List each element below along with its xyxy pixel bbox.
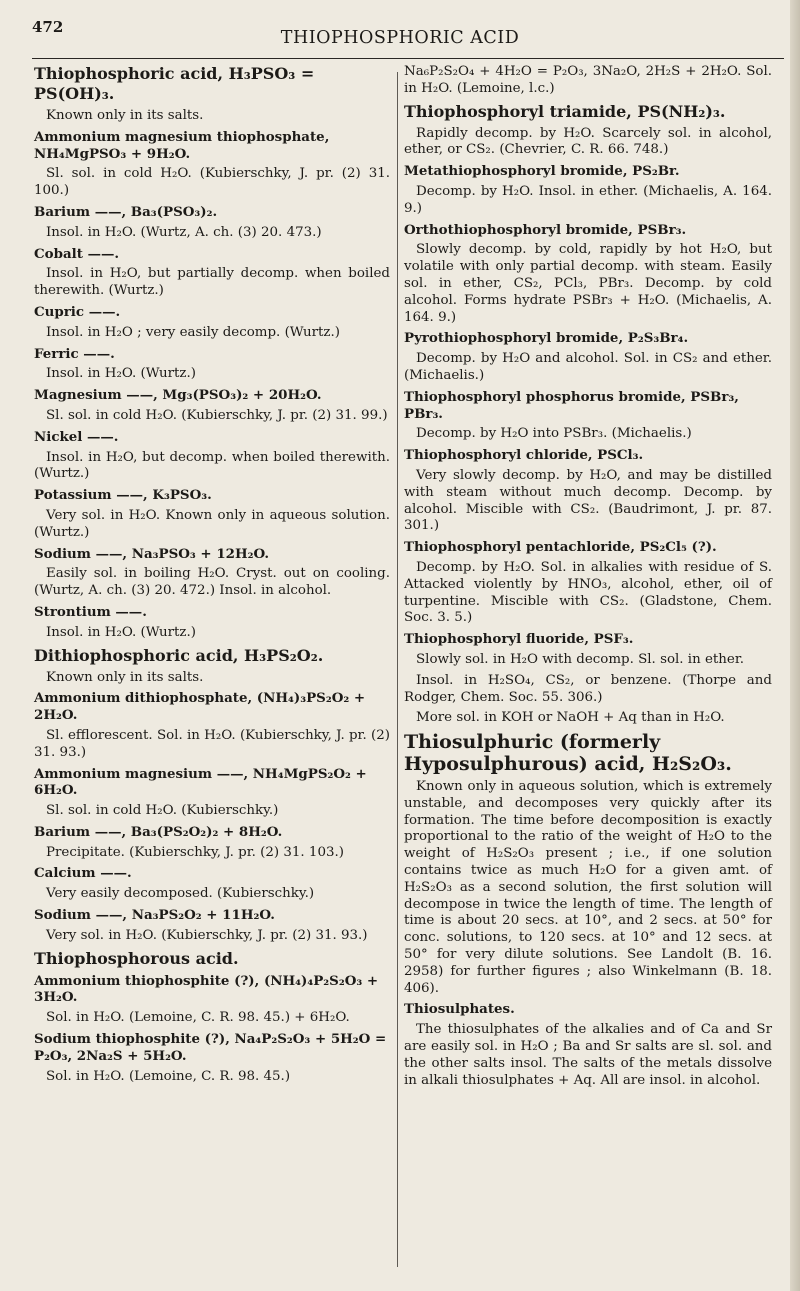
page-number: 472 <box>32 18 64 36</box>
paragraph: Insol. in H₂O. (Wurtz, A. ch. (3) 20. 473.) <box>46 224 322 240</box>
entry-title: Ammonium magnesium ——, NH₄MgPS₂O₂ + 6H₂O. <box>34 765 367 799</box>
paragraph: Sol. in H₂O. (Lemoine, C. R. 98. 45.) <box>46 1068 291 1084</box>
paragraph: Very slowly decomp. by H₂O, and may be distilled with steam without much decomp. Decomp. by alcohol. Miscible with CS₂. (Baudrimont, J. pr. 87. 301.) <box>404 467 772 534</box>
entry-title: Potassium ——, K₃PSO₃. <box>34 487 212 504</box>
paragraph: Known only in its salts. <box>46 669 204 685</box>
paragraph: Na₆P₂S₂O₄ + 4H₂O = P₂O₃, 3Na₂O, 2H₂S + 2H₂O. Sol. in H₂O. (Lemoine, l.c.) <box>404 64 772 96</box>
paragraph: Insol. in H₂O. (Wurtz.) <box>46 366 196 382</box>
paragraph: Known only in aqueous solution, which is extremely unstable, and decomposes very quickly after its formation. The time before decomposition is exactly proportional to the ratio of the weight of H₂O to the weight of H₂S₂O₃ present ; i.e., if one solution contains twice as much H₂O for a given amt. of H₂S₂O₃ as a second solution, the first solution will decompose in twice the length of time. The length of time is about 20 secs. at 10°, and 2 secs. at 50° for conc. solutions, to 120 secs. at 10° and 12 secs. at 50° for very dilute solutions. See Landolt (B. 16. 2958) for further figures ; also Winkelmann (B. 18. 406). <box>404 779 772 996</box>
entry-title: Calcium ——. <box>34 865 132 882</box>
entry-title: Thiophosphoryl chloride, PSCl₃. <box>404 447 644 464</box>
paragraph: Sl. efflorescent. Sol. in H₂O. (Kubierschky, J. pr. (2) 31. 93.) <box>34 727 390 760</box>
entry-title: Barium ——, Ba₃(PS₂O₂)₂ + 8H₂O. <box>34 823 283 840</box>
section-heading: Dithiophosphoric acid, H₃PS₂O₂. <box>34 645 324 665</box>
paragraph: Sl. sol. in cold H₂O. (Kubierschky, J. pr. (2) 31. 100.) <box>34 166 390 199</box>
paragraph: Decomp. by H₂O. Sol. in alkalies with residue of S. Attacked violently by HNO₃, alcohol, ether, oil of turpentine. Miscible with CS₂. (Gladstone, Chem. Soc. 3. 5.) <box>404 559 772 626</box>
entry-title: Pyrothiophosphoryl bromide, P₂S₃Br₄. <box>404 330 689 347</box>
running-head: THIOPHOSPHORIC ACID <box>280 28 520 48</box>
paragraph: Sl. sol. in cold H₂O. (Kubierschky, J. pr. (2) 31. 99.) <box>46 407 388 423</box>
entry-title: Cupric ——. <box>34 303 121 320</box>
entry-title: Ammonium magnesium thiophosphate, NH₄MgPSO₃ + 9H₂O. <box>34 128 330 162</box>
entry-title: Thiophosphoryl fluoride, PSF₃. <box>404 631 634 648</box>
column-divider <box>397 72 398 1267</box>
entry-title: Sodium ——, Na₃PS₂O₂ + 11H₂O. <box>34 907 275 924</box>
paragraph: Very sol. in H₂O. (Kubierschky, J. pr. (2) 31. 93.) <box>46 927 368 943</box>
right-column <box>404 64 772 1093</box>
section-heading: Thiophosphoryl triamide, PS(NH₂)₃. <box>404 101 726 121</box>
paragraph: More sol. in KOH or NaOH + Aq than in H₂O. <box>416 710 725 726</box>
paragraph: Decomp. by H₂O and alcohol. Sol. in CS₂ and ether. (Michaelis.) <box>404 351 772 383</box>
paragraph: Precipitate. (Kubierschky, J. pr. (2) 31. 103.) <box>46 844 344 860</box>
paragraph: Slowly sol. in H₂O with decomp. Sl. sol. in ether. <box>416 651 745 667</box>
paragraph: Decomp. by H₂O into PSBr₃. (Michaelis.) <box>416 426 692 442</box>
entry-title: Cobalt ——. <box>34 245 120 262</box>
entry-title: Thiophosphoryl pentachloride, PS₂Cl₅ (?). <box>404 539 717 556</box>
entry-title: Nickel ——. <box>34 428 119 445</box>
paragraph: Sol. in H₂O. (Lemoine, C. R. 98. 45.) + 6H₂O. <box>46 1010 350 1026</box>
entry-title: Magnesium ——, Mg₃(PSO₃)₂ + 20H₂O. <box>34 387 322 404</box>
entry-title: Barium ——, Ba₃(PSO₃)₂. <box>34 203 218 220</box>
section-heading: Thiophosphoric acid, H₃PSO₃ = PS(OH)₃. <box>34 64 315 103</box>
entry-title: Thiosulphates. <box>404 1001 515 1018</box>
header-rule <box>32 58 784 59</box>
entry-title: Ferric ——. <box>34 345 115 362</box>
paragraph: Insol. in H₂O, but decomp. when boiled therewith. (Wurtz.) <box>34 449 390 482</box>
section-heading: Thiosulphuric (formerly Hyposulphurous) acid, H₂S₂O₃. <box>404 731 732 776</box>
paragraph: Known only in its salts. <box>46 108 204 123</box>
paragraph: Insol. in H₂SO₄, CS₂, or benzene. (Thorpe and Rodger, Chem. Soc. 55. 306.) <box>404 672 772 705</box>
entry-title: Ammonium dithiophosphate, (NH₄)₃PS₂O₂ + 2H₂O. <box>34 690 366 724</box>
paragraph: Sl. sol. in cold H₂O. (Kubierschky.) <box>46 803 279 819</box>
paragraph: Very sol. in H₂O. Known only in aqueous solution. (Wurtz.) <box>34 507 390 540</box>
entry-title: Metathiophosphoryl bromide, PS₂Br. <box>404 163 680 180</box>
paragraph: Insol. in H₂O ; very easily decomp. (Wurtz.) <box>46 324 340 340</box>
paragraph: The thiosulphates of the alkalies and of Ca and Sr are easily sol. in H₂O ; Ba and Sr salts are sl. sol. and the other salts insol. The salts of the metals dissolve in alkali thiosulphates + Aq. All are insol. in alcohol. <box>404 1022 772 1088</box>
entry-title: Sodium thiophosphite (?), Na₄P₂S₂O₃ + 5H₂O = P₂O₃, 2Na₂S + 5H₂O. <box>34 1031 387 1064</box>
entry-title: Thiophosphoryl phosphorus bromide, PSBr₃, PBr₃. <box>404 388 739 422</box>
paragraph: Rapidly decomp. by H₂O. Scarcely sol. in alcohol, ether, or CS₂. (Chevrier, C. R. 66. 748.) <box>404 125 772 158</box>
paragraph: Decomp. by H₂O. Insol. in ether. (Michaelis, A. 164. 9.) <box>404 183 772 216</box>
entry-title: Orthothiophosphoryl bromide, PSBr₃. <box>404 221 687 238</box>
left-column <box>34 64 390 1089</box>
entry-title: Ammonium thiophosphite (?), (NH₄)₄P₂S₂O₃ + 3H₂O. <box>34 972 379 1006</box>
paragraph: Insol. in H₂O, but partially decomp. when boiled therewith. (Wurtz.) <box>34 266 390 299</box>
paragraph: Slowly decomp. by cold, rapidly by hot H₂O, but volatile with only partial decomp. with steam. Easily sol. in ether, CS₂, PCl₃, PBr₃. Decomp. by cold alcohol. Forms hydrate PSBr₃ + H₂O. (Michaelis, A. 164. 9.) <box>404 242 772 325</box>
section-heading: Thiophosphorous acid. <box>34 948 239 968</box>
paragraph: Easily sol. in boiling H₂O. Cryst. out on cooling. (Wurtz, A. ch. (3) 20. 472.) Insol. in alcohol. <box>34 566 390 599</box>
paragraph: Insol. in H₂O. (Wurtz.) <box>46 624 196 640</box>
entry-title: Sodium ——, Na₃PSO₃ + 12H₂O. <box>34 545 270 562</box>
paragraph: Very easily decomposed. (Kubierschky.) <box>46 886 315 902</box>
entry-title: Strontium ——. <box>34 603 147 620</box>
page-edge <box>790 0 800 1291</box>
